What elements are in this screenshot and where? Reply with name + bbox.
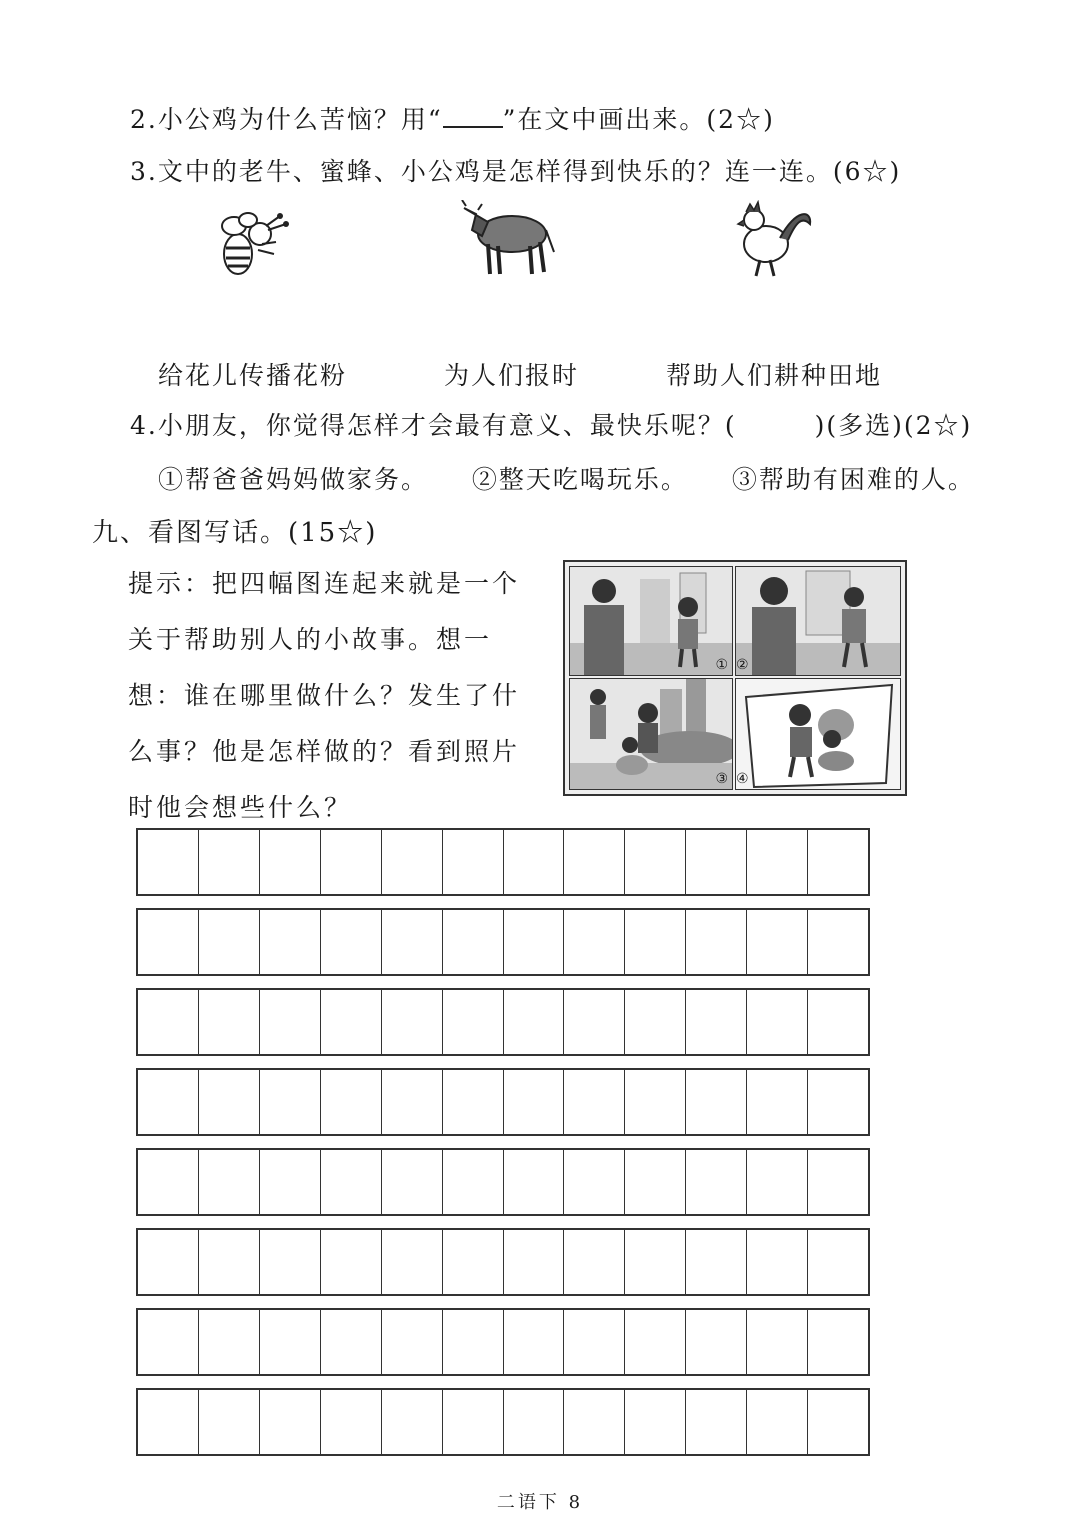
grid-cell[interactable]	[382, 1070, 443, 1134]
question-4-text-after: )(多选)(2☆)	[814, 411, 973, 440]
grid-cell[interactable]	[625, 830, 686, 894]
grid-cell[interactable]	[504, 1150, 565, 1214]
grid-cell[interactable]	[686, 1230, 747, 1294]
comic-panel-2	[735, 566, 901, 676]
grid-cell[interactable]	[747, 830, 808, 894]
grid-cell[interactable]	[686, 1070, 747, 1134]
grid-cell[interactable]	[138, 1230, 199, 1294]
grid-cell[interactable]	[564, 910, 625, 974]
grid-cell[interactable]	[808, 1390, 868, 1454]
grid-cell[interactable]	[564, 1310, 625, 1374]
grid-cell[interactable]	[260, 830, 321, 894]
grid-cell[interactable]	[504, 1070, 565, 1134]
grid-cell[interactable]	[382, 990, 443, 1054]
grid-cell[interactable]	[564, 1390, 625, 1454]
grid-cell[interactable]	[321, 1150, 382, 1214]
grid-cell[interactable]	[504, 830, 565, 894]
grid-cell[interactable]	[138, 1070, 199, 1134]
question-2-text-after: ”在文中画出来。(2☆)	[502, 105, 775, 134]
panel-2-label: ②	[736, 657, 749, 673]
grid-cell[interactable]	[260, 1390, 321, 1454]
question-3: 3.文中的老牛、蜜蜂、小公鸡是怎样得到快乐的？连一连。(6☆)	[130, 157, 902, 186]
cow-icon	[458, 200, 558, 278]
grid-cell[interactable]	[321, 990, 382, 1054]
grid-cell[interactable]	[382, 1230, 443, 1294]
grid-cell[interactable]	[564, 830, 625, 894]
grid-row	[136, 1388, 870, 1456]
grid-cell[interactable]	[382, 1310, 443, 1374]
grid-cell[interactable]	[443, 1310, 504, 1374]
grid-row	[136, 1148, 870, 1216]
grid-cell[interactable]	[321, 910, 382, 974]
grid-cell[interactable]	[686, 1310, 747, 1374]
grid-cell[interactable]	[199, 1070, 260, 1134]
grid-cell[interactable]	[504, 990, 565, 1054]
grid-cell[interactable]	[443, 990, 504, 1054]
grid-cell[interactable]	[808, 1310, 868, 1374]
grid-cell[interactable]	[747, 990, 808, 1054]
grid-cell[interactable]	[382, 910, 443, 974]
activity-2: 为人们报时	[444, 361, 580, 390]
grid-row	[136, 828, 870, 896]
grid-cell[interactable]	[504, 1230, 565, 1294]
question-4	[130, 406, 972, 442]
grid-cell[interactable]	[321, 1390, 382, 1454]
grid-cell[interactable]	[808, 1070, 868, 1134]
underline-blank	[443, 106, 503, 128]
grid-row	[136, 1308, 870, 1376]
question-4-text-before: 4.小朋友，你觉得怎样才会最有意义、最快乐呢？(	[130, 411, 737, 440]
grid-cell[interactable]	[686, 830, 747, 894]
grid-cell[interactable]	[382, 1150, 443, 1214]
grid-cell[interactable]	[260, 1150, 321, 1214]
grid-cell[interactable]	[808, 990, 868, 1054]
writing-hint: 提示：把四幅图连起来就是一个关于帮助别人的小故事。想一想：谁在哪里做什么？发生了什么事？他是怎样做的？看到照片时他会想些什么？	[128, 569, 521, 822]
grid-cell[interactable]	[443, 1390, 504, 1454]
grid-cell[interactable]	[138, 1150, 199, 1214]
activity-3: 帮助人们耕种田地	[666, 361, 883, 390]
grid-row	[136, 988, 870, 1056]
grid-cell[interactable]	[321, 1230, 382, 1294]
grid-cell[interactable]	[260, 1310, 321, 1374]
question-2-text-before: 2.小公鸡为什么苦恼？用“	[130, 105, 443, 134]
question-2	[130, 100, 775, 136]
grid-cell[interactable]	[443, 1070, 504, 1134]
grid-cell[interactable]	[747, 1310, 808, 1374]
grid-cell[interactable]	[504, 1390, 565, 1454]
grid-cell[interactable]	[443, 910, 504, 974]
grid-cell[interactable]	[686, 1150, 747, 1214]
grid-cell[interactable]	[564, 1070, 625, 1134]
grid-cell[interactable]	[808, 830, 868, 894]
grid-cell[interactable]	[138, 990, 199, 1054]
grid-cell[interactable]	[808, 910, 868, 974]
grid-cell[interactable]	[686, 1390, 747, 1454]
grid-cell[interactable]	[260, 1070, 321, 1134]
grid-cell[interactable]	[625, 1150, 686, 1214]
grid-cell[interactable]	[138, 1390, 199, 1454]
option-3: ③帮助有困难的人。	[731, 465, 975, 494]
panel-1-label: ①	[715, 657, 728, 673]
grid-cell[interactable]	[260, 910, 321, 974]
grid-cell[interactable]	[747, 1150, 808, 1214]
grid-cell[interactable]	[686, 910, 747, 974]
grid-row	[136, 908, 870, 976]
grid-cell[interactable]	[138, 910, 199, 974]
comic-strip	[563, 560, 907, 796]
grid-row	[136, 1068, 870, 1136]
grid-cell[interactable]	[321, 1310, 382, 1374]
grid-cell[interactable]	[321, 1070, 382, 1134]
activity-1: 给花儿传播花粉	[158, 361, 348, 390]
grid-cell[interactable]	[260, 1230, 321, 1294]
comic-panel-4	[735, 678, 901, 790]
rooster-icon	[736, 200, 816, 280]
grid-cell[interactable]	[199, 830, 260, 894]
comic-panel-1	[569, 566, 733, 676]
grid-cell[interactable]	[564, 1230, 625, 1294]
section-9-title: 九、看图写话。(15☆)	[92, 518, 378, 548]
grid-cell[interactable]	[625, 1230, 686, 1294]
grid-cell[interactable]	[808, 1150, 868, 1214]
grid-cell[interactable]	[382, 830, 443, 894]
grid-cell[interactable]	[504, 1310, 565, 1374]
grid-cell[interactable]	[564, 990, 625, 1054]
writing-grid[interactable]	[136, 828, 870, 1468]
grid-cell[interactable]	[747, 910, 808, 974]
page-footer: 二语下 8	[496, 1492, 584, 1513]
grid-cell[interactable]	[443, 830, 504, 894]
grid-cell[interactable]	[260, 990, 321, 1054]
grid-cell[interactable]	[199, 1230, 260, 1294]
question-4-options	[158, 460, 975, 496]
option-1: ①帮爸爸妈妈做家务。	[158, 465, 429, 494]
grid-cell[interactable]	[747, 1390, 808, 1454]
panel-3-label: ③	[715, 771, 728, 787]
grid-cell[interactable]	[443, 1150, 504, 1214]
grid-cell[interactable]	[625, 1070, 686, 1134]
grid-cell[interactable]	[808, 1230, 868, 1294]
grid-cell[interactable]	[625, 1310, 686, 1374]
grid-cell[interactable]	[138, 830, 199, 894]
panel-4-label: ④	[736, 771, 749, 787]
grid-cell[interactable]	[625, 990, 686, 1054]
option-2: ②整天吃喝玩乐。	[471, 465, 688, 494]
grid-row	[136, 1228, 870, 1296]
bee-icon	[216, 208, 290, 280]
grid-cell[interactable]	[747, 1230, 808, 1294]
grid-cell[interactable]	[625, 910, 686, 974]
grid-cell[interactable]	[625, 1390, 686, 1454]
grid-cell[interactable]	[564, 1150, 625, 1214]
grid-cell[interactable]	[443, 1230, 504, 1294]
grid-cell[interactable]	[747, 1070, 808, 1134]
grid-cell[interactable]	[199, 1150, 260, 1214]
grid-cell[interactable]	[199, 910, 260, 974]
grid-cell[interactable]	[138, 1310, 199, 1374]
grid-cell[interactable]	[504, 910, 565, 974]
comic-panel-3	[569, 678, 733, 790]
grid-cell[interactable]	[686, 990, 747, 1054]
grid-cell[interactable]	[199, 990, 260, 1054]
grid-cell[interactable]	[199, 1390, 260, 1454]
grid-cell[interactable]	[382, 1390, 443, 1454]
grid-cell[interactable]	[199, 1310, 260, 1374]
grid-cell[interactable]	[321, 830, 382, 894]
